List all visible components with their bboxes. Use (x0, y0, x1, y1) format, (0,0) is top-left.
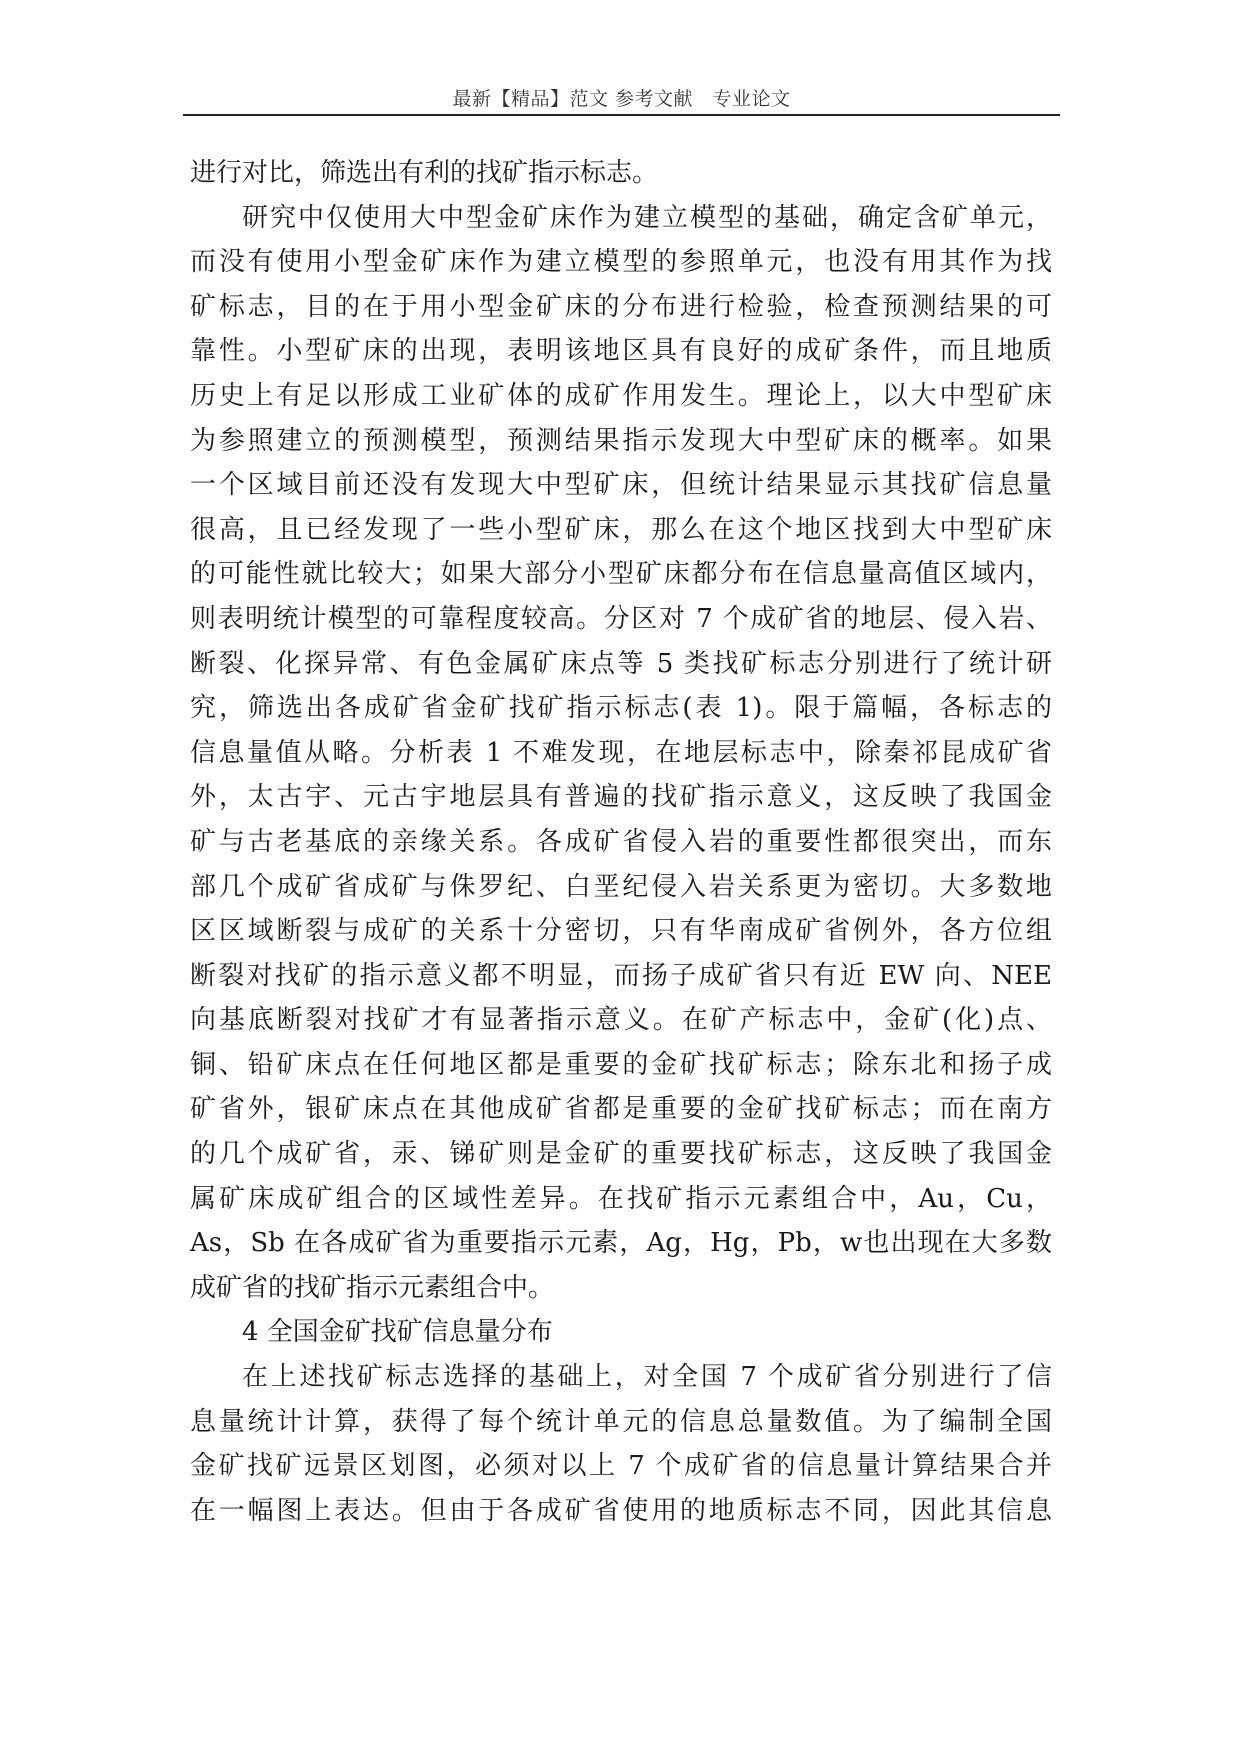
text-line: 区区域断裂与成矿的关系十分密切，只有华南成矿省例外，各方位组 (190, 916, 1052, 947)
document-body (190, 151, 1052, 1533)
text-line: 矿标志，目的在于用小型金矿床的分布进行检验，检查预测结果的可 (190, 291, 1052, 322)
text-line: 的可能性就比较大；如果大部分小型矿床都分布在信息量高值区域内， (190, 559, 1052, 590)
text-line: 部几个成矿省成矿与侏罗纪、白垩纪侵入岩关系更为密切。大多数地 (190, 871, 1052, 902)
text-line: 很高，且已经发现了一些小型矿床，那么在这个地区找到大中型矿床 (190, 514, 1052, 545)
text-line: 而没有使用小型金矿床作为建立模型的参照单元，也没有用其作为找 (190, 247, 1052, 278)
section-heading: 4 全国金矿找矿信息量分布 (242, 1317, 553, 1348)
page-header: 最新【精品】范文 参考文献 专业论文 (452, 88, 791, 110)
text-line: 靠性。小型矿床的出现，表明该地区具有良好的成矿条件，而且地质 (190, 336, 1052, 367)
text-line: 研究中仅使用大中型金矿床作为建立模型的基础，确定含矿单元， (242, 202, 1052, 233)
text-line: 向基底断裂对找矿才有显著指示意义。在矿产标志中，金矿(化)点、 (190, 1005, 1052, 1036)
header-divider (183, 114, 1060, 116)
text-line: 在一幅图上表达。但由于各成矿省使用的地质标志不同，因此其信息 (190, 1495, 1052, 1526)
text-line: 铜、铅矿床点在任何地区都是重要的金矿找矿标志；除东北和扬子成 (190, 1049, 1052, 1080)
text-line: 进行对比，筛选出有利的找矿指示标志。 (190, 158, 659, 188)
text-line: 在上述找矿标志选择的基础上，对全国 7 个成矿省分别进行了信 (242, 1362, 1052, 1393)
text-line: 的几个成矿省，汞、锑矿则是金矿的重要找矿标志，这反映了我国金 (190, 1139, 1052, 1170)
text-line: 究，筛选出各成矿省金矿找矿指示标志(表 1)。限于篇幅，各标志的 (190, 693, 1052, 724)
text-line: 息量统计计算，获得了每个统计单元的信息总量数值。为了编制全国 (190, 1406, 1052, 1437)
text-line: 信息量值从略。分析表 1 不难发现，在地层标志中，除秦祁昆成矿省 (190, 737, 1052, 768)
text-line: As，Sb 在各成矿省为重要指示元素，Ag，Hg，Pb，w也出现在大多数 (190, 1228, 1052, 1259)
text-line: 矿省外，银矿床点在其他成矿省都是重要的金矿找矿标志；而在南方 (190, 1094, 1052, 1125)
text-line: 历史上有足以形成工业矿体的成矿作用发生。理论上，以大中型矿床 (190, 380, 1052, 411)
text-line: 成矿省的找矿指示元素组合中。 (190, 1272, 555, 1303)
text-line: 断裂对找矿的指示意义都不明显，而扬子成矿省只有近 EW 向、NEE (190, 960, 1052, 991)
text-line: 外，太古宇、元古宇地层具有普遍的找矿指示意义，这反映了我国金 (190, 782, 1052, 813)
text-line: 为参照建立的预测模型，预测结果指示发现大中型矿床的概率。如果 (190, 425, 1052, 456)
text-line: 矿与古老基底的亲缘关系。各成矿省侵入岩的重要性都很突出，而东 (190, 826, 1052, 857)
text-line: 一个区域目前还没有发现大中型矿床，但统计结果显示其找矿信息量 (190, 470, 1052, 501)
text-line: 断裂、化探异常、有色金属矿床点等 5 类找矿标志分别进行了统计研 (190, 648, 1052, 679)
text-line: 则表明统计模型的可靠程度较高。分区对 7 个成矿省的地层、侵入岩、 (190, 603, 1052, 634)
text-line: 属矿床成矿组合的区域性差异。在找矿指示元素组合中，Au，Cu， (190, 1183, 1052, 1214)
text-line: 金矿找矿远景区划图，必须对以上 7 个成矿省的信息量计算结果合并 (190, 1451, 1052, 1482)
